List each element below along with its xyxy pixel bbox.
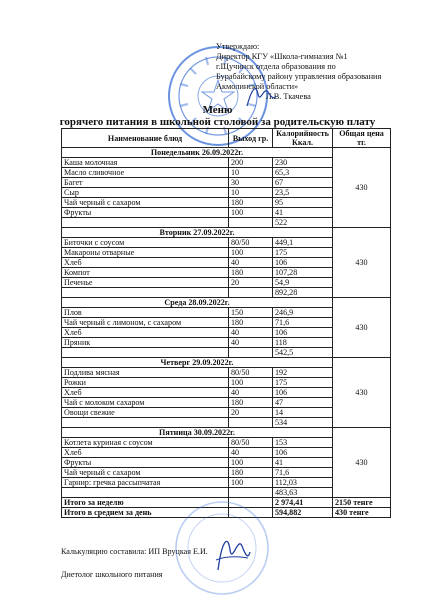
dish-name: Плов xyxy=(62,308,229,318)
dish-kcal: 246,9 xyxy=(273,308,333,318)
dish-kcal: 112,03 xyxy=(273,478,333,488)
header-price: Общая цена тг. xyxy=(333,129,391,148)
dish-yield: 180 xyxy=(229,398,273,408)
dish-yield: 200 xyxy=(229,158,273,168)
day-total-kcal: 522 xyxy=(273,218,333,228)
approval-org-2: Бурабайскому району управления образования xyxy=(216,72,382,82)
dish-kcal: 230 xyxy=(273,158,333,168)
day-total-kcal: 892,28 xyxy=(273,288,333,298)
approval-label: Утверждаю: xyxy=(216,42,260,51)
dish-yield: 180 xyxy=(229,468,273,478)
menu-title: Меню xyxy=(202,104,233,116)
dish-kcal: 107,28 xyxy=(273,268,333,278)
total-empty-name xyxy=(62,288,229,298)
menu-body xyxy=(62,148,391,518)
dish-yield: 180 xyxy=(229,318,273,328)
dish-name: Чай черный с лимоном, с сахаром xyxy=(62,318,229,328)
dish-kcal: 106 xyxy=(273,448,333,458)
summary-price: 2150 тенге xyxy=(333,498,391,508)
dish-name: Багет xyxy=(62,178,229,188)
dish-kcal: 175 xyxy=(273,378,333,388)
dish-yield: 40 xyxy=(229,448,273,458)
dish-kcal: 153 xyxy=(273,438,333,448)
footer-calculation: Калькуляцию составила: ИП Вруцкая Е.И. xyxy=(61,547,208,556)
calculator-signature xyxy=(212,530,252,576)
dish-name: Компот xyxy=(62,268,229,278)
total-empty-yield xyxy=(229,488,273,498)
dish-kcal: 14 xyxy=(273,408,333,418)
day-header-row xyxy=(62,358,391,368)
dish-kcal: 71,6 xyxy=(273,468,333,478)
dish-yield: 40 xyxy=(229,258,273,268)
dish-name: Каша молочная xyxy=(62,158,229,168)
dish-yield: 80/50 xyxy=(229,368,273,378)
menu-table xyxy=(61,128,391,518)
day-header-row xyxy=(62,228,391,238)
day-price: 430 xyxy=(333,148,391,228)
day-total-kcal: 534 xyxy=(273,418,333,428)
dish-name: Подлива мясная xyxy=(62,368,229,378)
dish-yield: 100 xyxy=(229,248,273,258)
approval-director: Директор КГУ «Школа-гимназия №1 xyxy=(216,52,348,62)
dish-name: Котлета куриная с соусом xyxy=(62,438,229,448)
summary-kcal: 2 974,41 xyxy=(273,498,333,508)
approval-org-3: Акмолинской области» xyxy=(216,82,299,92)
dish-name: Фрукты xyxy=(62,458,229,468)
dish-kcal: 23,5 xyxy=(273,188,333,198)
total-empty-name xyxy=(62,418,229,428)
summary-price: 430 тенге xyxy=(333,508,391,518)
day-price: 430 xyxy=(333,228,391,298)
dish-yield: 180 xyxy=(229,268,273,278)
dish-kcal: 106 xyxy=(273,328,333,338)
header-name: Наименование блюд xyxy=(62,129,229,148)
dish-name: Рожки xyxy=(62,378,229,388)
summary-kcal: 594,882 xyxy=(273,508,333,518)
day-title: Вторник 27.09.2022г. xyxy=(62,228,333,238)
dish-name: Чай черный с сахаром xyxy=(62,468,229,478)
dish-name: Биточки с соусом xyxy=(62,238,229,248)
dish-kcal: 47 xyxy=(273,398,333,408)
dish-kcal: 71,6 xyxy=(273,318,333,328)
dish-yield: 40 xyxy=(229,388,273,398)
dish-name: Чай с молоком сахаром xyxy=(62,398,229,408)
dish-yield: 100 xyxy=(229,458,273,468)
dish-kcal: 95 xyxy=(273,198,333,208)
day-price: 430 xyxy=(333,358,391,428)
dish-yield: 100 xyxy=(229,208,273,218)
approval-signer: Л.В. Ткачева xyxy=(266,92,311,102)
day-header-row xyxy=(62,428,391,438)
dish-kcal: 54,9 xyxy=(273,278,333,288)
day-title: Пятница 30.09.2022г. xyxy=(62,428,333,438)
day-price: 430 xyxy=(333,428,391,498)
dish-yield: 80/50 xyxy=(229,238,273,248)
summary-label: Итого в среднем за день xyxy=(62,508,229,518)
total-empty-name xyxy=(62,348,229,358)
dish-name: Гарнир: гречка рассыпчатая xyxy=(62,478,229,488)
dish-name: Пряник xyxy=(62,338,229,348)
dish-kcal: 106 xyxy=(273,388,333,398)
dish-kcal: 118 xyxy=(273,338,333,348)
total-empty-yield xyxy=(229,348,273,358)
menu-subtitle: горячего питания в школьной столовой за родительскую плату xyxy=(59,116,376,128)
dish-name: Хлеб xyxy=(62,448,229,458)
dish-yield: 20 xyxy=(229,278,273,288)
day-title: Среда 28.09.2022г. xyxy=(62,298,333,308)
dish-yield: 150 xyxy=(229,308,273,318)
dish-kcal: 192 xyxy=(273,368,333,378)
dish-name: Овощи свежие xyxy=(62,408,229,418)
dish-yield: 80/50 xyxy=(229,438,273,448)
day-title: Понедельник 26.09.2022г. xyxy=(62,148,333,158)
day-header-row xyxy=(62,298,391,308)
total-empty-yield xyxy=(229,418,273,428)
dish-yield: 10 xyxy=(229,188,273,198)
header-yield: Выход гр. xyxy=(229,129,273,148)
dish-name: Макароны отварные xyxy=(62,248,229,258)
dish-yield: 10 xyxy=(229,168,273,178)
total-empty-name xyxy=(62,218,229,228)
day-price: 430 xyxy=(333,298,391,358)
dish-kcal: 175 xyxy=(273,248,333,258)
dish-name: Чай черный с сахаром xyxy=(62,198,229,208)
total-empty-yield xyxy=(229,218,273,228)
total-empty-name xyxy=(62,488,229,498)
dish-kcal: 65,3 xyxy=(273,168,333,178)
dish-kcal: 41 xyxy=(273,208,333,218)
day-total-kcal: 542,5 xyxy=(273,348,333,358)
dish-yield: 40 xyxy=(229,328,273,338)
dish-name: Хлеб xyxy=(62,328,229,338)
dish-yield: 20 xyxy=(229,408,273,418)
day-title: Четверг 29.09.2022г. xyxy=(62,358,333,368)
header-kcal: Калорийность Ккал. xyxy=(273,129,333,148)
dish-kcal: 41 xyxy=(273,458,333,468)
approval-org-1: г.Щучинск отдела образования по xyxy=(216,62,336,72)
dish-yield: 180 xyxy=(229,198,273,208)
table-header-row xyxy=(62,129,391,148)
dish-yield: 30 xyxy=(229,178,273,188)
dish-kcal: 449,1 xyxy=(273,238,333,248)
dish-name: Хлеб xyxy=(62,258,229,268)
day-total-kcal: 483,63 xyxy=(273,488,333,498)
dish-yield: 40 xyxy=(229,338,273,348)
total-empty-yield xyxy=(229,288,273,298)
day-header-row xyxy=(62,148,391,158)
dish-name: Масло сливочное xyxy=(62,168,229,178)
dish-name: Печенье xyxy=(62,278,229,288)
dish-name: Хлеб xyxy=(62,388,229,398)
dish-name: Фрукты xyxy=(62,208,229,218)
dish-name: Сыр xyxy=(62,188,229,198)
dish-kcal: 67 xyxy=(273,178,333,188)
dish-kcal: 106 xyxy=(273,258,333,268)
summary-label: Итого за неделю xyxy=(62,498,229,508)
dish-yield: 100 xyxy=(229,378,273,388)
dish-yield: 100 xyxy=(229,478,273,488)
footer-dietolog: Диетолог школьного питания xyxy=(61,570,163,579)
